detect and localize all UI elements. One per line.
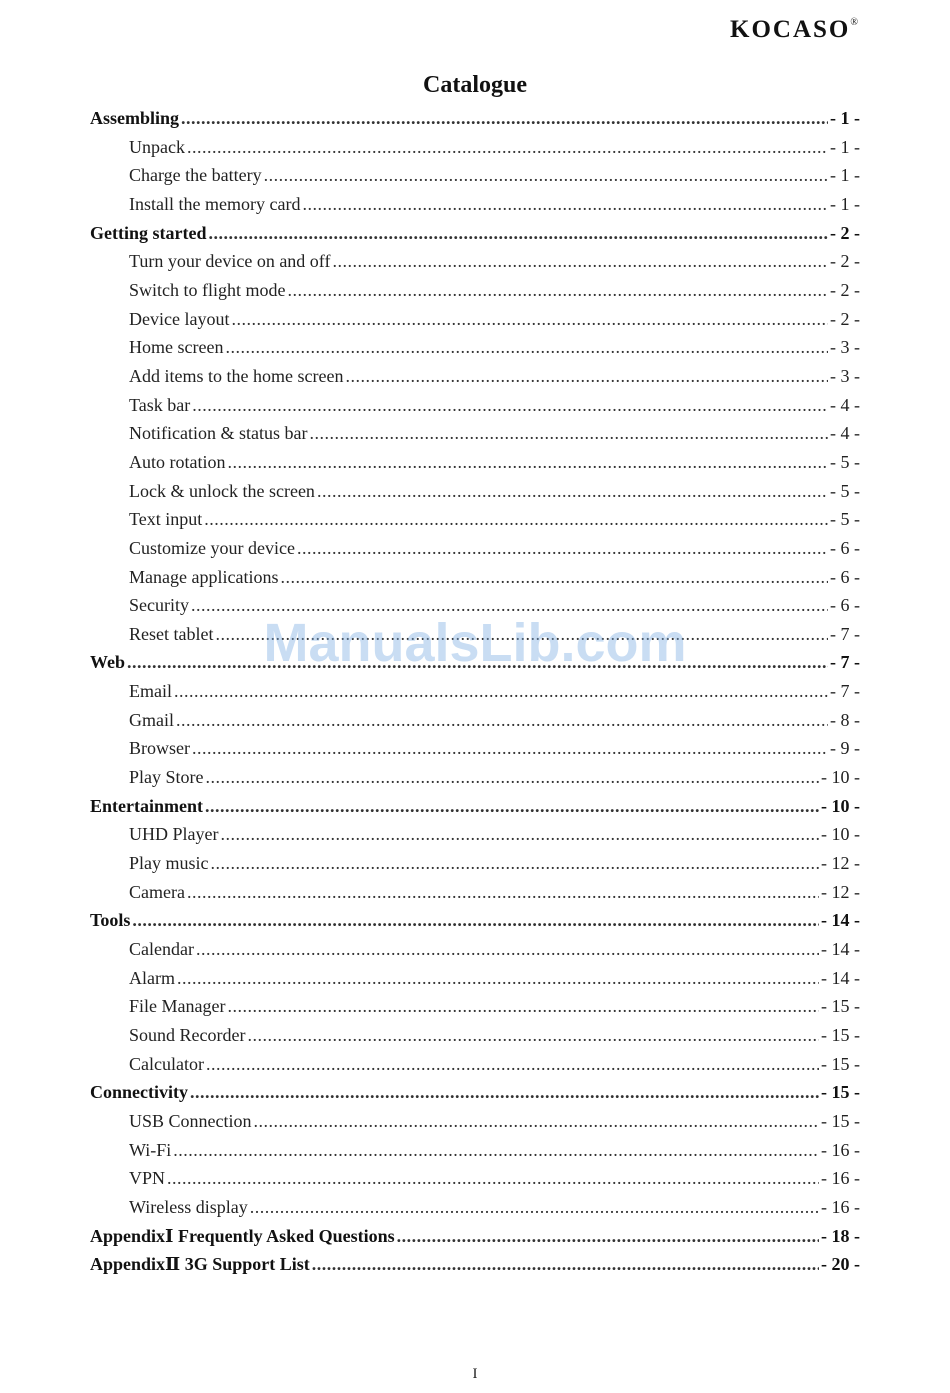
toc-entry-label: Calendar [129,939,194,960]
toc-subsection-entry[interactable] [90,276,860,305]
toc-entry-label: Wi-Fi [129,1139,172,1160]
toc-leader-dots [254,1107,819,1136]
toc-entry-label: AppendixⅠ Frequently Asked Questions [90,1225,395,1246]
toc-entry-label: Security [129,595,189,616]
toc-section-entry[interactable] [90,219,860,248]
toc-subsection-entry[interactable] [90,391,860,420]
toc-entry-label: Notification & status bar [129,423,308,444]
toc-entry-page: - 2 - [830,279,860,300]
toc-leader-dots [250,1193,819,1222]
toc-leader-dots [280,563,828,592]
toc-leader-dots [297,534,828,563]
toc-entry-page: - 2 - [830,222,860,243]
toc-entry-label: Task bar [129,394,191,415]
toc-leader-dots [215,620,828,649]
toc-entry-page: - 3 - [830,337,860,358]
toc-leader-dots [176,706,828,735]
toc-section-entry[interactable] [90,104,860,133]
toc-entry-page: - 16 - [821,1168,860,1189]
toc-subsection-entry[interactable] [90,534,860,563]
toc-leader-dots [208,219,828,248]
toc-subsection-entry[interactable] [90,133,860,162]
toc-entry-label: Install the memory card [129,193,301,214]
toc-subsection-entry[interactable] [90,677,860,706]
toc-subsection-entry[interactable] [90,305,860,334]
toc-subsection-entry[interactable] [90,1050,860,1079]
toc-leader-dots [205,792,819,821]
toc-leader-dots [191,591,828,620]
toc-subsection-entry[interactable] [90,878,860,907]
toc-leader-dots [127,648,828,677]
toc-leader-dots [211,849,820,878]
toc-leader-dots [345,362,828,391]
toc-entry-label: Wireless display [129,1196,248,1217]
toc-entry-page: - 1 - [830,136,860,157]
toc-entry-page: - 15 - [821,996,860,1017]
toc-entry-label: Entertainment [90,795,203,816]
toc-subsection-entry[interactable] [90,477,860,506]
toc-subsection-entry[interactable] [90,161,860,190]
toc-subsection-entry[interactable] [90,1193,860,1222]
toc-leader-dots [173,1136,819,1165]
toc-subsection-entry[interactable] [90,620,860,649]
toc-entry-page: - 14 - [821,910,860,931]
toc-leader-dots [247,1021,819,1050]
toc-entry-page: - 3 - [830,365,860,386]
toc-entry-page: - 12 - [821,853,860,874]
toc-entry-page: - 5 - [830,480,860,501]
toc-leader-dots [317,477,828,506]
toc-entry-label: Home screen [129,337,224,358]
toc-subsection-entry[interactable] [90,505,860,534]
toc-leader-dots [187,878,819,907]
toc-subsection-entry[interactable] [90,964,860,993]
brand-logo [730,16,858,44]
toc-entry-label: Text input [129,509,203,530]
toc-entry-page: - 2 - [830,308,860,329]
toc-leader-dots [204,505,828,534]
toc-entry-label: Tools [90,910,131,931]
toc-entry-label: Play music [129,853,209,874]
toc-entry-page: - 7 - [830,623,860,644]
toc-entry-page: - 4 - [830,423,860,444]
toc-entry-label: Gmail [129,709,174,730]
toc-leader-dots [196,935,819,964]
toc-entry-page: - 15 - [821,1110,860,1131]
toc-entry-page: - 6 - [830,566,860,587]
toc-entry-label: Sound Recorder [129,1025,246,1045]
toc-entry-label: Add items to the home screen [129,365,344,386]
toc-entry-label: VPN [129,1168,166,1189]
toc-entry-page: - 14 - [821,967,860,988]
toc-entry-page: - 15 - [821,1082,860,1103]
toc-leader-dots [312,1250,819,1279]
toc-leader-dots [181,104,828,133]
toc-entry-label: Getting started [90,222,207,243]
toc-leader-dots [167,1164,819,1193]
toc-subsection-entry[interactable] [90,1164,860,1193]
toc-entry-page: - 1 - [830,108,860,128]
brand-name: KOCASO [730,16,851,43]
toc-entry-page: - 15 - [821,1053,860,1074]
toc-entry-label: Customize your device [129,537,295,558]
toc-entry-page: - 8 - [830,709,860,730]
toc-leader-dots [397,1222,819,1251]
toc-entry-label: Email [129,681,172,702]
toc-leader-dots [225,333,828,362]
toc-entry-page: - 6 - [830,537,860,558]
toc-leader-dots [220,820,819,849]
toc-entry-label: Play Store [129,767,204,788]
page-title: Catalogue [423,72,527,98]
toc-section-entry[interactable] [90,906,860,935]
toc-entry-label: Switch to flight mode [129,279,286,300]
toc-entry-page: - 10 - [821,795,860,816]
toc-leader-dots [332,247,828,276]
toc-entry-page: - 10 - [821,767,860,788]
toc-leader-dots [174,677,828,706]
toc-entry-label: Auto rotation [129,451,226,472]
toc-leader-dots [187,133,828,162]
toc-entry-page: - 20 - [821,1254,860,1275]
toc-entry-label: Turn your device on and off [129,251,331,272]
toc-entry-label: AppendixⅡ 3G Support List [90,1254,310,1275]
toc-subsection-entry[interactable] [90,706,860,735]
toc-section-entry[interactable] [90,648,860,677]
toc-subsection-entry[interactable] [90,333,860,362]
toc-entry-page: - 15 - [821,1025,860,1045]
toc-leader-dots [190,1078,819,1107]
toc-entry-page: - 16 - [821,1196,860,1217]
toc-leader-dots [288,276,829,305]
toc-entry-page: - 9 - [830,738,860,759]
toc-leader-dots [302,190,828,219]
toc-subsection-entry[interactable] [90,591,860,620]
toc-entry-page: - 5 - [830,509,860,530]
toc-entry-label: Device layout [129,308,230,329]
toc-entry-label: Assembling [90,108,180,128]
toc-subsection-entry[interactable] [90,1136,860,1165]
toc-subsection-entry[interactable] [90,992,860,1021]
toc-entry-page: - 1 - [830,165,860,186]
toc-entry-page: - 14 - [821,939,860,960]
toc-subsection-entry[interactable] [90,1021,860,1050]
toc-entry-page: - 16 - [821,1139,860,1160]
toc-entry-page: - 5 - [830,451,860,472]
toc-subsection-entry[interactable] [90,734,860,763]
toc-entry-label: USB Connection [129,1110,252,1131]
toc-entry-label: Calculator [129,1053,204,1074]
toc-entry-page: - 4 - [830,394,860,415]
toc-leader-dots [192,391,828,420]
toc-section-entry[interactable] [90,1250,860,1279]
toc-subsection-entry[interactable] [90,820,860,849]
toc-entry-page: - 1 - [830,193,860,214]
toc-entry-label: Charge the battery [129,165,262,186]
toc-leader-dots [231,305,828,334]
toc-leader-dots [206,1050,819,1079]
toc-subsection-entry[interactable] [90,448,860,477]
toc-entry-label: Web [90,652,126,673]
toc-leader-dots [192,734,828,763]
toc-leader-dots [264,161,828,190]
toc-entry-label: Alarm [129,967,175,988]
toc-leader-dots [132,906,819,935]
watermark: ManualsLib.com [263,613,687,673]
toc-entry-label: Camera [129,881,185,902]
page-number: I [472,1366,478,1382]
toc-leader-dots [227,992,819,1021]
toc-entry-label: Manage applications [129,566,279,587]
toc-section-entry[interactable] [90,792,860,821]
registered-mark: ® [850,17,858,28]
toc-entry-label: Browser [129,738,190,759]
toc-subsection-entry[interactable] [90,190,860,219]
toc-entry-label: File Manager [129,996,226,1017]
toc-subsection-entry[interactable] [90,763,860,792]
toc-subsection-entry[interactable] [90,247,860,276]
toc-subsection-entry[interactable] [90,563,860,592]
toc-entry-page: - 6 - [830,595,860,616]
toc-entry-page: - 10 - [821,824,860,845]
table-of-contents [90,104,860,1279]
toc-leader-dots [206,763,820,792]
toc-entry-label: Unpack [129,136,185,157]
toc-entry-label: Lock & unlock the screen [129,480,315,501]
toc-leader-dots [309,419,828,448]
toc-entry-label: UHD Player [129,824,219,845]
toc-leader-dots [228,448,829,477]
toc-entry-page: - 12 - [821,881,860,902]
toc-subsection-entry[interactable] [90,362,860,391]
toc-subsection-entry[interactable] [90,419,860,448]
toc-entry-label: Connectivity [90,1082,188,1103]
toc-entry-page: - 7 - [830,681,860,702]
toc-leader-dots [177,964,819,993]
toc-entry-page: - 2 - [830,251,860,272]
toc-entry-page: - 7 - [830,652,860,673]
toc-section-entry[interactable] [90,1078,860,1107]
toc-subsection-entry[interactable] [90,935,860,964]
toc-entry-label: Reset tablet [129,623,214,644]
toc-subsection-entry[interactable] [90,849,860,878]
toc-entry-page: - 18 - [821,1225,860,1246]
toc-subsection-entry[interactable] [90,1107,860,1136]
toc-section-entry[interactable] [90,1222,860,1251]
